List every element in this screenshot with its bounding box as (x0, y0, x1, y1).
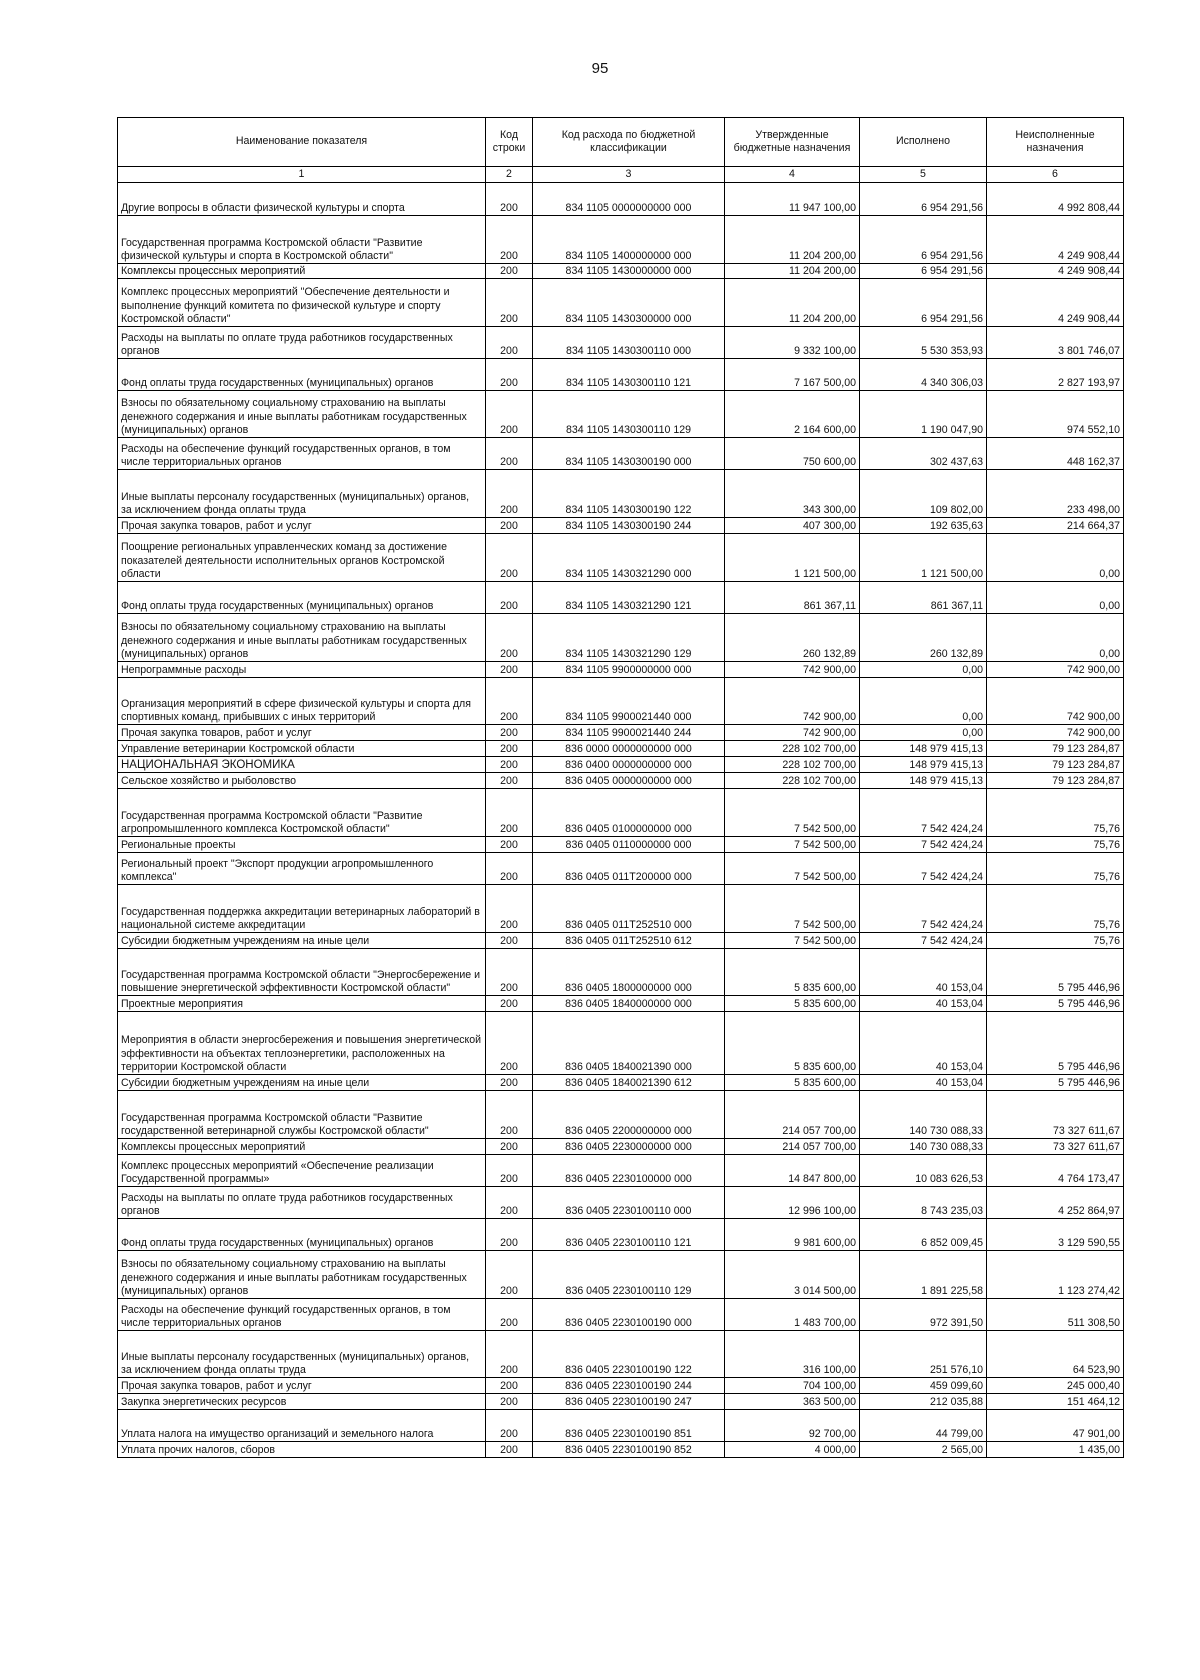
row-expense-code-cell: 836 0405 2230100000 000 (533, 1155, 725, 1187)
row-line-code-cell: 200 (486, 1331, 533, 1378)
row-approved-cell: 1 483 700,00 (725, 1299, 860, 1331)
row-executed-cell: 140 730 088,33 (860, 1091, 987, 1139)
row-approved-cell: 3 014 500,00 (725, 1251, 860, 1299)
row-expense-code-cell: 836 0405 2200000000 000 (533, 1091, 725, 1139)
table-row (118, 837, 1124, 853)
row-name-cell: Прочая закупка товаров, работ и услуг (118, 725, 486, 741)
row-unexecuted-cell: 5 795 446,96 (987, 1075, 1124, 1091)
table-row (118, 1299, 1124, 1331)
row-executed-cell: 212 035,88 (860, 1394, 987, 1410)
row-unexecuted-cell: 64 523,90 (987, 1331, 1124, 1378)
row-expense-code-cell: 836 0405 011T252510 612 (533, 933, 725, 949)
row-line-code-cell: 200 (486, 216, 533, 264)
table-row (118, 725, 1124, 741)
row-executed-cell: 0,00 (860, 725, 987, 741)
row-name-cell: Закупка энергетических ресурсов (118, 1394, 486, 1410)
row-unexecuted-cell: 4 764 173,47 (987, 1155, 1124, 1187)
table-row (118, 1251, 1124, 1299)
row-expense-code-cell: 834 1105 9900021440 244 (533, 725, 725, 741)
column-number: 5 (860, 167, 987, 183)
row-executed-cell: 192 635,63 (860, 518, 987, 534)
table-row (118, 1139, 1124, 1155)
row-name-cell: Взносы по обязательному социальному страхованию на выплаты денежного содержания и иные выплаты работникам государственных (муниципальных) органов (118, 614, 486, 662)
table-row (118, 518, 1124, 534)
row-unexecuted-cell: 5 795 446,96 (987, 996, 1124, 1012)
column-number-row (118, 167, 1124, 183)
row-expense-code-cell: 834 1105 1430300190 122 (533, 470, 725, 518)
row-executed-cell: 1 121 500,00 (860, 534, 987, 582)
row-approved-cell: 214 057 700,00 (725, 1091, 860, 1139)
table-row (118, 789, 1124, 837)
row-executed-cell: 40 153,04 (860, 1012, 987, 1075)
row-executed-cell: 40 153,04 (860, 996, 987, 1012)
row-expense-code-cell: 834 1105 1430300110 121 (533, 359, 725, 391)
row-name-cell: Субсидии бюджетным учреждениям на иные цели (118, 933, 486, 949)
row-name-cell: Расходы на выплаты по оплате труда работников государственных органов (118, 327, 486, 359)
row-line-code-cell: 200 (486, 949, 533, 996)
row-executed-cell: 8 743 235,03 (860, 1187, 987, 1219)
row-name-cell: Комплекс процессных мероприятий "Обеспечение деятельности и выполнение функций комитета по физической культуре и спорту Костромской области" (118, 279, 486, 327)
row-unexecuted-cell: 1 123 274,42 (987, 1251, 1124, 1299)
row-name-cell: Проектные мероприятия (118, 996, 486, 1012)
table-row (118, 678, 1124, 725)
row-line-code-cell: 200 (486, 662, 533, 678)
table-row (118, 1394, 1124, 1410)
row-name-cell: Взносы по обязательному социальному страхованию на выплаты денежного содержания и иные выплаты работникам государственных (муниципальных) органов (118, 391, 486, 438)
row-unexecuted-cell: 214 664,37 (987, 518, 1124, 534)
row-executed-cell: 6 954 291,56 (860, 183, 987, 216)
row-expense-code-cell: 836 0405 0110000000 000 (533, 837, 725, 853)
row-line-code-cell: 200 (486, 853, 533, 885)
row-executed-cell: 861 367,11 (860, 582, 987, 614)
row-unexecuted-cell: 245 000,40 (987, 1378, 1124, 1394)
row-expense-code-cell: 836 0405 1840000000 000 (533, 996, 725, 1012)
row-name-cell: Прочая закупка товаров, работ и услуг (118, 1378, 486, 1394)
row-expense-code-cell: 836 0405 1800000000 000 (533, 949, 725, 996)
table-row (118, 327, 1124, 359)
table-row (118, 183, 1124, 216)
row-expense-code-cell: 834 1105 1430300190 000 (533, 438, 725, 470)
row-executed-cell: 6 954 291,56 (860, 279, 987, 327)
row-unexecuted-cell: 4 249 908,44 (987, 264, 1124, 279)
row-unexecuted-cell: 3 801 746,07 (987, 327, 1124, 359)
row-approved-cell: 861 367,11 (725, 582, 860, 614)
table-row (118, 534, 1124, 582)
row-approved-cell: 5 835 600,00 (725, 949, 860, 996)
row-unexecuted-cell: 0,00 (987, 534, 1124, 582)
row-unexecuted-cell: 233 498,00 (987, 470, 1124, 518)
row-expense-code-cell: 836 0405 2230100190 851 (533, 1410, 725, 1442)
table-row (118, 1187, 1124, 1219)
row-unexecuted-cell: 1 435,00 (987, 1442, 1124, 1458)
row-unexecuted-cell: 4 252 864,97 (987, 1187, 1124, 1219)
row-line-code-cell: 200 (486, 359, 533, 391)
row-unexecuted-cell: 511 308,50 (987, 1299, 1124, 1331)
row-approved-cell: 1 121 500,00 (725, 534, 860, 582)
row-name-cell: Государственная программа Костромской области "Энергосбережение и повышение энергетической эффективности Костромской области" (118, 949, 486, 996)
row-executed-cell: 6 954 291,56 (860, 264, 987, 279)
table-row (118, 470, 1124, 518)
row-unexecuted-cell: 0,00 (987, 582, 1124, 614)
row-executed-cell: 4 340 306,03 (860, 359, 987, 391)
row-expense-code-cell: 836 0405 2230000000 000 (533, 1139, 725, 1155)
row-approved-cell: 5 835 600,00 (725, 996, 860, 1012)
row-executed-cell: 10 083 626,53 (860, 1155, 987, 1187)
row-unexecuted-cell: 5 795 446,96 (987, 949, 1124, 996)
row-approved-cell: 7 167 500,00 (725, 359, 860, 391)
row-line-code-cell: 200 (486, 470, 533, 518)
row-approved-cell: 363 500,00 (725, 1394, 860, 1410)
row-approved-cell: 11 947 100,00 (725, 183, 860, 216)
row-expense-code-cell: 834 1105 1430300190 244 (533, 518, 725, 534)
row-line-code-cell: 200 (486, 996, 533, 1012)
row-name-cell: Уплата прочих налогов, сборов (118, 1442, 486, 1458)
row-name-cell: Непрограммные расходы (118, 662, 486, 678)
row-name-cell: Управление ветеринарии Костромской области (118, 741, 486, 757)
row-approved-cell: 407 300,00 (725, 518, 860, 534)
row-approved-cell: 742 900,00 (725, 662, 860, 678)
table-row (118, 1410, 1124, 1442)
row-line-code-cell: 200 (486, 933, 533, 949)
row-approved-cell: 742 900,00 (725, 725, 860, 741)
row-expense-code-cell: 836 0405 2230100190 247 (533, 1394, 725, 1410)
row-executed-cell: 1 891 225,58 (860, 1251, 987, 1299)
row-name-cell: Расходы на обеспечение функций государственных органов, в том числе территориальных органов (118, 438, 486, 470)
row-unexecuted-cell: 742 900,00 (987, 662, 1124, 678)
row-unexecuted-cell: 75,76 (987, 853, 1124, 885)
row-expense-code-cell: 834 1105 1430321290 000 (533, 534, 725, 582)
row-expense-code-cell: 834 1105 1430300110 129 (533, 391, 725, 438)
table-row (118, 614, 1124, 662)
row-line-code-cell: 200 (486, 264, 533, 279)
row-executed-cell: 5 530 353,93 (860, 327, 987, 359)
row-line-code-cell: 200 (486, 885, 533, 933)
row-line-code-cell: 200 (486, 1091, 533, 1139)
page-number: 95 (591, 60, 609, 77)
row-approved-cell: 260 132,89 (725, 614, 860, 662)
row-approved-cell: 704 100,00 (725, 1378, 860, 1394)
row-line-code-cell: 200 (486, 1251, 533, 1299)
row-unexecuted-cell: 2 827 193,97 (987, 359, 1124, 391)
row-line-code-cell: 200 (486, 773, 533, 789)
table-row (118, 359, 1124, 391)
row-name-cell: Иные выплаты персоналу государственных (муниципальных) органов, за исключением фонда оплаты труда (118, 470, 486, 518)
row-approved-cell: 2 164 600,00 (725, 391, 860, 438)
row-executed-cell: 251 576,10 (860, 1331, 987, 1378)
row-line-code-cell: 200 (486, 789, 533, 837)
row-executed-cell: 972 391,50 (860, 1299, 987, 1331)
row-line-code-cell: 200 (486, 1219, 533, 1251)
row-expense-code-cell: 836 0405 1840021390 612 (533, 1075, 725, 1091)
row-name-cell: Уплата налога на имущество организаций и земельного налога (118, 1410, 486, 1442)
row-executed-cell: 2 565,00 (860, 1442, 987, 1458)
row-executed-cell: 6 954 291,56 (860, 216, 987, 264)
header-row (118, 118, 1124, 167)
row-unexecuted-cell: 5 795 446,96 (987, 1012, 1124, 1075)
table-row (118, 1075, 1124, 1091)
table-row (118, 264, 1124, 279)
row-name-cell: Организация мероприятий в сфере физической культуры и спорта для спортивных команд, прибывших с иных территорий (118, 678, 486, 725)
row-expense-code-cell: 836 0405 2230100110 000 (533, 1187, 725, 1219)
row-name-cell: Государственная программа Костромской области "Развитие физической культуры и спорта в Костромской области" (118, 216, 486, 264)
row-unexecuted-cell: 448 162,37 (987, 438, 1124, 470)
header-approved: Утвержденные бюджетные назначения (725, 118, 860, 167)
row-unexecuted-cell: 75,76 (987, 885, 1124, 933)
table-row (118, 996, 1124, 1012)
row-approved-cell: 7 542 500,00 (725, 837, 860, 853)
row-name-cell: Иные выплаты персоналу государственных (муниципальных) органов, за исключением фонда оплаты труда (118, 1331, 486, 1378)
row-line-code-cell: 200 (486, 1442, 533, 1458)
row-name-cell: Фонд оплаты труда государственных (муниципальных) органов (118, 582, 486, 614)
row-unexecuted-cell: 0,00 (987, 614, 1124, 662)
row-executed-cell: 260 132,89 (860, 614, 987, 662)
row-expense-code-cell: 836 0405 0000000000 000 (533, 773, 725, 789)
row-name-cell: Мероприятия в области энергосбережения и повышения энергетической эффективности на объектах теплоэнергетики, расположенных на территории Костромской области (118, 1012, 486, 1075)
row-executed-cell: 148 979 415,13 (860, 757, 987, 773)
row-approved-cell: 7 542 500,00 (725, 853, 860, 885)
row-line-code-cell: 200 (486, 1012, 533, 1075)
table-row (118, 933, 1124, 949)
row-line-code-cell: 200 (486, 757, 533, 773)
row-approved-cell: 92 700,00 (725, 1410, 860, 1442)
table-row (118, 1012, 1124, 1075)
column-number: 2 (486, 167, 533, 183)
row-approved-cell: 5 835 600,00 (725, 1075, 860, 1091)
row-expense-code-cell: 836 0405 2230100190 122 (533, 1331, 725, 1378)
row-approved-cell: 9 332 100,00 (725, 327, 860, 359)
row-approved-cell: 214 057 700,00 (725, 1139, 860, 1155)
row-name-cell: Государственная программа Костромской области "Развитие агропромышленного комплекса Костромской области" (118, 789, 486, 837)
row-approved-cell: 11 204 200,00 (725, 216, 860, 264)
row-approved-cell: 11 204 200,00 (725, 279, 860, 327)
row-name-cell: Государственная поддержка аккредитации ветеринарных лабораторий в национальной системе аккредитации (118, 885, 486, 933)
row-executed-cell: 0,00 (860, 662, 987, 678)
row-expense-code-cell: 834 1105 1400000000 000 (533, 216, 725, 264)
row-expense-code-cell: 834 1105 9900000000 000 (533, 662, 725, 678)
row-unexecuted-cell: 79 123 284,87 (987, 741, 1124, 757)
row-unexecuted-cell: 4 249 908,44 (987, 216, 1124, 264)
row-name-cell: Субсидии бюджетным учреждениям на иные цели (118, 1075, 486, 1091)
row-line-code-cell: 200 (486, 1378, 533, 1394)
table-row (118, 1155, 1124, 1187)
row-line-code-cell: 200 (486, 391, 533, 438)
row-approved-cell: 7 542 500,00 (725, 885, 860, 933)
row-unexecuted-cell: 73 327 611,67 (987, 1091, 1124, 1139)
row-executed-cell: 0,00 (860, 678, 987, 725)
column-number: 3 (533, 167, 725, 183)
row-approved-cell: 12 996 100,00 (725, 1187, 860, 1219)
row-name-cell: Региональный проект "Экспорт продукции агропромышленного комплекса" (118, 853, 486, 885)
row-unexecuted-cell: 4 992 808,44 (987, 183, 1124, 216)
row-name-cell: Комплекс процессных мероприятий «Обеспечение реализации Государственной программы» (118, 1155, 486, 1187)
row-expense-code-cell: 834 1105 1430300110 000 (533, 327, 725, 359)
row-expense-code-cell: 834 1105 0000000000 000 (533, 183, 725, 216)
table-row (118, 1331, 1124, 1378)
table-row (118, 216, 1124, 264)
row-approved-cell: 228 102 700,00 (725, 773, 860, 789)
row-expense-code-cell: 834 1105 9900021440 000 (533, 678, 725, 725)
row-line-code-cell: 200 (486, 279, 533, 327)
table-row (118, 1219, 1124, 1251)
row-expense-code-cell: 836 0405 2230100190 244 (533, 1378, 725, 1394)
row-name-cell: Взносы по обязательному социальному страхованию на выплаты денежного содержания и иные выплаты работникам государственных (муниципальных) органов (118, 1251, 486, 1299)
row-line-code-cell: 200 (486, 678, 533, 725)
row-approved-cell: 750 600,00 (725, 438, 860, 470)
row-expense-code-cell: 836 0400 0000000000 000 (533, 757, 725, 773)
row-executed-cell: 148 979 415,13 (860, 741, 987, 757)
row-executed-cell: 44 799,00 (860, 1410, 987, 1442)
row-approved-cell: 4 000,00 (725, 1442, 860, 1458)
row-expense-code-cell: 836 0405 1840021390 000 (533, 1012, 725, 1075)
row-line-code-cell: 200 (486, 741, 533, 757)
row-expense-code-cell: 836 0405 011T252510 000 (533, 885, 725, 933)
header-line-code: Код строки (486, 118, 533, 167)
row-name-cell: НАЦИОНАЛЬНАЯ ЭКОНОМИКА (118, 757, 486, 773)
row-unexecuted-cell: 73 327 611,67 (987, 1139, 1124, 1155)
row-name-cell: Фонд оплаты труда государственных (муниципальных) органов (118, 359, 486, 391)
table-body (118, 183, 1124, 1458)
row-line-code-cell: 200 (486, 582, 533, 614)
row-unexecuted-cell: 47 901,00 (987, 1410, 1124, 1442)
row-unexecuted-cell: 75,76 (987, 789, 1124, 837)
row-name-cell: Региональные проекты (118, 837, 486, 853)
row-name-cell: Расходы на обеспечение функций государственных органов, в том числе территориальных органов (118, 1299, 486, 1331)
row-executed-cell: 7 542 424,24 (860, 789, 987, 837)
table-row (118, 741, 1124, 757)
row-line-code-cell: 200 (486, 1155, 533, 1187)
row-executed-cell: 7 542 424,24 (860, 837, 987, 853)
header-indicator-name: Наименование показателя (118, 118, 486, 167)
table-row (118, 773, 1124, 789)
row-unexecuted-cell: 4 249 908,44 (987, 279, 1124, 327)
row-line-code-cell: 200 (486, 534, 533, 582)
row-line-code-cell: 200 (486, 1410, 533, 1442)
table-row (118, 662, 1124, 678)
row-executed-cell: 40 153,04 (860, 949, 987, 996)
row-unexecuted-cell: 75,76 (987, 933, 1124, 949)
row-line-code-cell: 200 (486, 1139, 533, 1155)
row-executed-cell: 459 099,60 (860, 1378, 987, 1394)
row-expense-code-cell: 836 0405 2230100110 121 (533, 1219, 725, 1251)
row-expense-code-cell: 834 1105 1430300000 000 (533, 279, 725, 327)
table-row (118, 279, 1124, 327)
row-executed-cell: 148 979 415,13 (860, 773, 987, 789)
row-executed-cell: 7 542 424,24 (860, 885, 987, 933)
row-name-cell: Фонд оплаты труда государственных (муниципальных) органов (118, 1219, 486, 1251)
row-line-code-cell: 200 (486, 327, 533, 359)
row-expense-code-cell: 836 0405 0100000000 000 (533, 789, 725, 837)
header-executed: Исполнено (860, 118, 987, 167)
row-unexecuted-cell: 742 900,00 (987, 678, 1124, 725)
row-line-code-cell: 200 (486, 518, 533, 534)
row-line-code-cell: 200 (486, 1394, 533, 1410)
row-expense-code-cell: 836 0405 011T200000 000 (533, 853, 725, 885)
row-name-cell: Комплексы процессных мероприятий (118, 264, 486, 279)
row-approved-cell: 316 100,00 (725, 1331, 860, 1378)
row-approved-cell: 11 204 200,00 (725, 264, 860, 279)
header-expense-code: Код расхода по бюджетной классификации (533, 118, 725, 167)
row-expense-code-cell: 836 0405 2230100190 000 (533, 1299, 725, 1331)
row-executed-cell: 7 542 424,24 (860, 853, 987, 885)
row-unexecuted-cell: 151 464,12 (987, 1394, 1124, 1410)
row-executed-cell: 140 730 088,33 (860, 1139, 987, 1155)
table-row (118, 1442, 1124, 1458)
row-name-cell: Другие вопросы в области физической культуры и спорта (118, 183, 486, 216)
row-expense-code-cell: 836 0000 0000000000 000 (533, 741, 725, 757)
row-line-code-cell: 200 (486, 183, 533, 216)
row-line-code-cell: 200 (486, 1187, 533, 1219)
row-line-code-cell: 200 (486, 1075, 533, 1091)
row-name-cell: Прочая закупка товаров, работ и услуг (118, 518, 486, 534)
header-unexecuted: Неисполненные назначения (987, 118, 1124, 167)
row-approved-cell: 14 847 800,00 (725, 1155, 860, 1187)
row-approved-cell: 5 835 600,00 (725, 1012, 860, 1075)
row-approved-cell: 7 542 500,00 (725, 789, 860, 837)
row-unexecuted-cell: 79 123 284,87 (987, 757, 1124, 773)
column-number: 6 (987, 167, 1124, 183)
row-unexecuted-cell: 974 552,10 (987, 391, 1124, 438)
column-number: 1 (118, 167, 486, 183)
row-unexecuted-cell: 79 123 284,87 (987, 773, 1124, 789)
row-unexecuted-cell: 3 129 590,55 (987, 1219, 1124, 1251)
row-executed-cell: 1 190 047,90 (860, 391, 987, 438)
row-unexecuted-cell: 742 900,00 (987, 725, 1124, 741)
row-line-code-cell: 200 (486, 837, 533, 853)
row-name-cell: Поощрение региональных управленческих команд за достижение показателей деятельности исполнительных органов Костромской области (118, 534, 486, 582)
row-executed-cell: 40 153,04 (860, 1075, 987, 1091)
budget-execution-table (117, 117, 1124, 1458)
table-row (118, 1091, 1124, 1139)
row-name-cell: Государственная программа Костромской области "Развитие государственной ветеринарной службы Костромской области" (118, 1091, 486, 1139)
row-executed-cell: 109 802,00 (860, 470, 987, 518)
table-row (118, 757, 1124, 773)
row-executed-cell: 6 852 009,45 (860, 1219, 987, 1251)
table-row (118, 1378, 1124, 1394)
row-approved-cell: 228 102 700,00 (725, 757, 860, 773)
row-executed-cell: 7 542 424,24 (860, 933, 987, 949)
row-approved-cell: 742 900,00 (725, 678, 860, 725)
row-expense-code-cell: 834 1105 1430321290 121 (533, 582, 725, 614)
row-unexecuted-cell: 75,76 (987, 837, 1124, 853)
row-approved-cell: 228 102 700,00 (725, 741, 860, 757)
row-approved-cell: 343 300,00 (725, 470, 860, 518)
table-row (118, 582, 1124, 614)
row-expense-code-cell: 834 1105 1430000000 000 (533, 264, 725, 279)
row-name-cell: Расходы на выплаты по оплате труда работников государственных органов (118, 1187, 486, 1219)
table-row (118, 391, 1124, 438)
row-line-code-cell: 200 (486, 614, 533, 662)
row-executed-cell: 302 437,63 (860, 438, 987, 470)
row-line-code-cell: 200 (486, 725, 533, 741)
row-expense-code-cell: 836 0405 2230100190 852 (533, 1442, 725, 1458)
table-row (118, 438, 1124, 470)
row-expense-code-cell: 836 0405 2230100110 129 (533, 1251, 725, 1299)
row-name-cell: Комплексы процессных мероприятий (118, 1139, 486, 1155)
row-approved-cell: 7 542 500,00 (725, 933, 860, 949)
table-row (118, 853, 1124, 885)
table-row (118, 949, 1124, 996)
row-line-code-cell: 200 (486, 438, 533, 470)
row-name-cell: Сельское хозяйство и рыболовство (118, 773, 486, 789)
row-line-code-cell: 200 (486, 1299, 533, 1331)
column-number: 4 (725, 167, 860, 183)
row-approved-cell: 9 981 600,00 (725, 1219, 860, 1251)
table-row (118, 885, 1124, 933)
row-expense-code-cell: 834 1105 1430321290 129 (533, 614, 725, 662)
